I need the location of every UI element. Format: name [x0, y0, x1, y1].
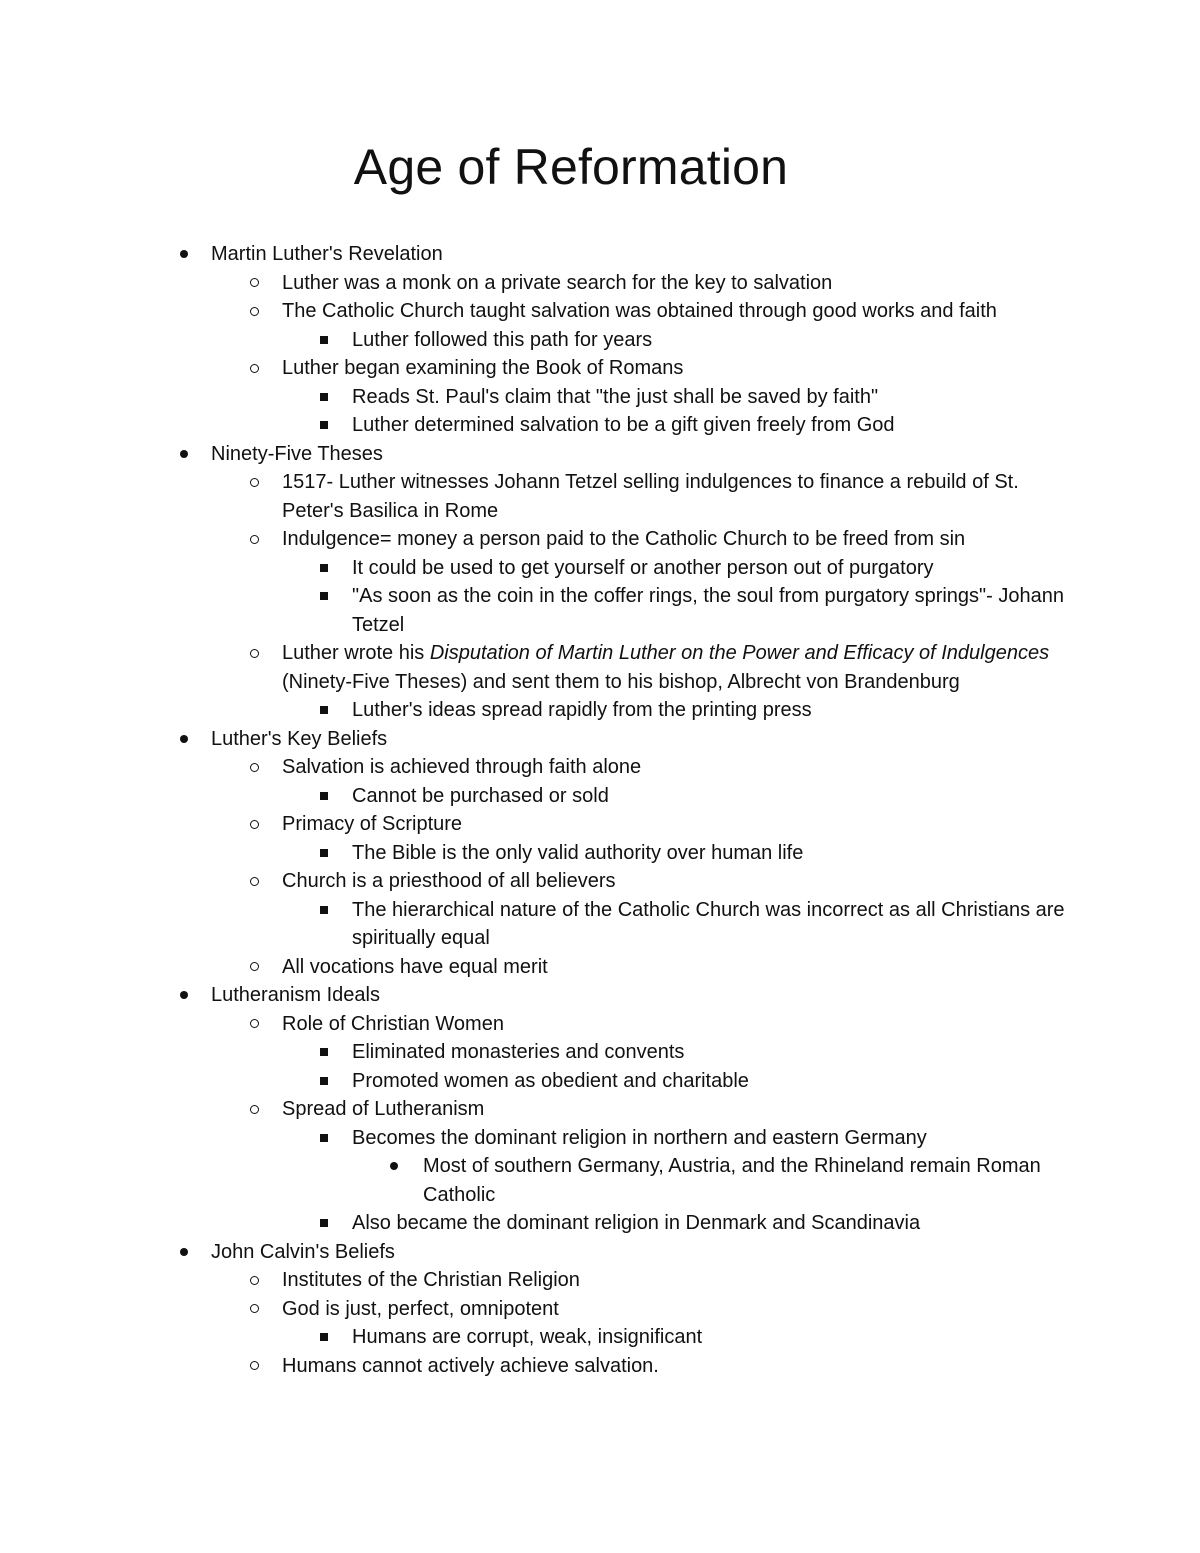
bullet-square-icon — [314, 383, 334, 412]
bullet-square-icon — [314, 1038, 334, 1067]
list-item-text: Most of southern Germany, Austria, and the Rhineland remain Roman Catholic — [423, 1155, 1041, 1206]
list-item — [0, 1010, 1200, 1039]
list-item — [0, 782, 1200, 811]
list-item-text: Luther began examining the Book of Romans — [282, 357, 684, 379]
list-item — [0, 696, 1200, 725]
bullet-square-icon — [314, 1323, 334, 1352]
list-item — [0, 440, 1200, 469]
list-item — [0, 1352, 1200, 1381]
bullet-circle-icon — [244, 1352, 264, 1381]
list-item-text: Church is a priesthood of all believers — [282, 870, 616, 892]
list-item-text: Salvation is achieved through faith alone — [282, 756, 642, 778]
list-item-text: Also became the dominant religion in Denmark and Scandinavia — [352, 1212, 921, 1234]
list-item — [0, 525, 1200, 554]
bullet-dot-icon — [384, 1152, 404, 1181]
list-item — [0, 1266, 1200, 1295]
list-item-text: John Calvin's Beliefs — [211, 1240, 395, 1263]
list-item-text: The hierarchical nature of the Catholic Church was incorrect as all Christians are spiritually equal — [352, 898, 1065, 949]
list-item — [0, 297, 1200, 326]
bullet-square-icon — [314, 411, 334, 440]
list-item — [0, 582, 1200, 639]
bullet-dot-icon — [174, 440, 194, 469]
list-item-text: The Bible is the only valid authority over human life — [352, 841, 804, 864]
list-item-text: Luther followed this path for years — [352, 328, 653, 351]
bullet-dot-icon — [174, 981, 194, 1010]
list-item — [0, 725, 1200, 754]
list-item-text: God is just, perfect, omnipotent — [282, 1297, 559, 1320]
list-item — [0, 326, 1200, 355]
list-item-text: Primacy of Scripture — [282, 813, 463, 835]
list-item — [0, 753, 1200, 782]
list-item-text: Luther was a monk on a private search for the key to salvation — [282, 271, 833, 294]
bullet-circle-icon — [244, 354, 264, 383]
bullet-square-icon — [314, 1067, 334, 1096]
bullet-circle-icon — [244, 269, 264, 298]
bullet-dot-icon — [174, 725, 194, 754]
list-item-text: Lutheranism Ideals — [211, 984, 380, 1006]
bullet-square-icon — [314, 326, 334, 355]
list-item-text: Promoted women as obedient and charitable — [352, 1069, 749, 1092]
list-item — [0, 839, 1200, 868]
list-item-text: Indulgence= money a person paid to the Catholic Church to be freed from sin — [282, 528, 966, 550]
list-item — [0, 1124, 1200, 1153]
list-item-text: Humans are corrupt, weak, insignificant — [352, 1326, 703, 1348]
list-item — [0, 896, 1200, 953]
bullet-circle-icon — [244, 1010, 264, 1039]
list-item-text: Reads St. Paul's claim that "the just shall be saved by faith" — [352, 385, 879, 408]
bullet-square-icon — [314, 554, 334, 583]
bullet-circle-icon — [244, 953, 264, 982]
list-item-text: "As soon as the coin in the coffer rings, the soul from purgatory springs"- Johann Tetzel — [352, 585, 1064, 636]
list-item — [0, 1152, 1200, 1209]
bullet-dot-icon — [174, 1238, 194, 1267]
bullet-circle-icon — [244, 1266, 264, 1295]
list-item-text: Luther's Key Beliefs — [211, 727, 388, 750]
list-item — [0, 240, 1200, 269]
list-item — [0, 1209, 1200, 1238]
list-item — [0, 1295, 1200, 1324]
list-item — [0, 354, 1200, 383]
bullet-circle-icon — [244, 639, 264, 668]
list-item-text: Becomes the dominant religion in northern and eastern Germany — [352, 1126, 927, 1149]
bullet-dot-icon — [174, 240, 194, 269]
bullet-circle-icon — [244, 525, 264, 554]
list-item-text: It could be used to get yourself or another person out of purgatory — [352, 556, 934, 579]
list-item-text: Martin Luther's Revelation — [211, 243, 443, 265]
bullet-square-icon — [314, 1209, 334, 1238]
list-item — [0, 554, 1200, 583]
list-item-text: 1517- Luther witnesses Johann Tetzel selling indulgences to finance a rebuild of St. Peter's Basilica in Rome — [282, 471, 1019, 522]
bullet-square-icon — [314, 839, 334, 868]
bullet-circle-icon — [244, 297, 264, 326]
list-item — [0, 810, 1200, 839]
text-segment: (Ninety-Five Theses) and sent them to his bishop, Albrecht von Brandenburg — [282, 670, 960, 693]
bullet-square-icon — [314, 696, 334, 725]
list-item-text: Luther determined salvation to be a gift given freely from God — [352, 414, 895, 436]
list-item-text: Luther's ideas spread rapidly from the printing press — [352, 699, 812, 721]
bullet-circle-icon — [244, 810, 264, 839]
list-item-text: Ninety-Five Theses — [211, 442, 383, 465]
bullet-circle-icon — [244, 1295, 264, 1324]
bullet-square-icon — [314, 782, 334, 811]
bullet-square-icon — [314, 582, 334, 611]
bullet-square-icon — [314, 1124, 334, 1153]
list-item — [0, 1238, 1200, 1267]
bullet-square-icon — [314, 896, 334, 925]
list-item-text: Spread of Lutheranism — [282, 1098, 485, 1120]
bullet-circle-icon — [244, 468, 264, 497]
bullet-circle-icon — [244, 1095, 264, 1124]
list-item — [0, 953, 1200, 982]
italic-title: Disputation of Martin Luther on the Power and Efficacy of Indulgences — [429, 642, 1050, 664]
page-title: Age of Reformation — [353, 139, 789, 195]
list-item-text: Cannot be purchased or sold — [352, 784, 609, 807]
text-segment: Luther wrote his — [282, 642, 430, 664]
list-item-text: All vocations have equal merit — [282, 955, 548, 978]
list-item — [0, 1323, 1200, 1352]
list-item — [0, 1095, 1200, 1124]
bullet-circle-icon — [244, 753, 264, 782]
list-item-text: Humans cannot actively achieve salvation. — [282, 1354, 659, 1377]
list-item-text — [282, 639, 1072, 696]
list-item — [0, 1067, 1200, 1096]
list-item — [0, 269, 1200, 298]
list-item — [0, 411, 1200, 440]
list-item — [0, 867, 1200, 896]
list-item — [0, 981, 1200, 1010]
list-item-text: Institutes of the Christian Religion — [282, 1269, 580, 1291]
list-item — [0, 383, 1200, 412]
list-item-text: The Catholic Church taught salvation was obtained through good works and faith — [282, 300, 997, 322]
list-item — [0, 468, 1200, 525]
list-item-text: Eliminated monasteries and convents — [352, 1041, 685, 1063]
outline-list — [0, 240, 1200, 1380]
list-item — [0, 639, 1200, 696]
list-item-text: Role of Christian Women — [282, 1012, 504, 1035]
list-item — [0, 1038, 1200, 1067]
bullet-circle-icon — [244, 867, 264, 896]
